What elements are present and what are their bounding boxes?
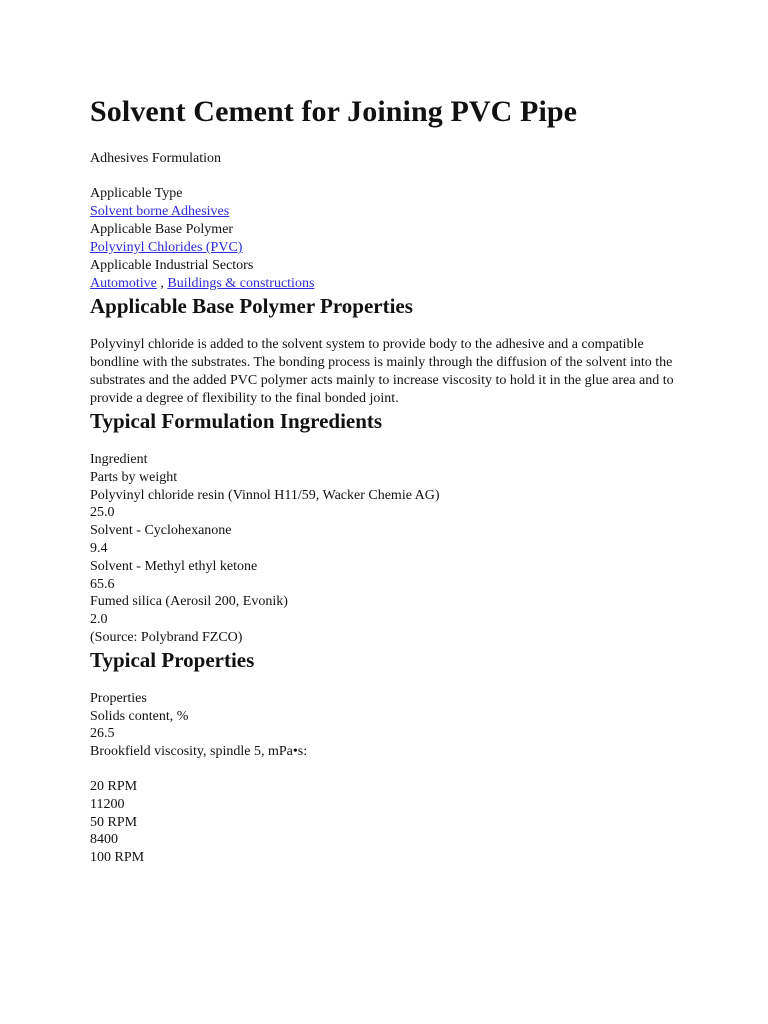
typical-properties-heading: Typical Properties bbox=[90, 647, 255, 672]
formulation-list bbox=[90, 451, 678, 647]
formulation-line: Polyvinyl chloride resin (Vinnol H11/59, Wacker Chemie AG) bbox=[90, 487, 440, 503]
viscosity-line: 20 RPM bbox=[90, 778, 138, 794]
properties-line: Solids content, % bbox=[90, 708, 189, 724]
applicability-block bbox=[90, 185, 678, 293]
buildings-constructions-link[interactable]: Buildings & constructions bbox=[167, 276, 315, 291]
formulation-line: 65.6 bbox=[90, 576, 115, 592]
automotive-link[interactable]: Automotive bbox=[90, 276, 157, 291]
applicable-type-label: Applicable Type bbox=[90, 186, 183, 201]
viscosity-list bbox=[90, 778, 678, 867]
viscosity-line: 11200 bbox=[90, 796, 125, 812]
formulation-line: Solvent - Cyclohexanone bbox=[90, 523, 232, 539]
base-polymer-properties-heading: Applicable Base Polymer Properties bbox=[90, 294, 413, 318]
applicable-type-row bbox=[90, 203, 678, 221]
properties-line: 26.5 bbox=[90, 726, 115, 742]
properties-line: Brookfield viscosity, spindle 5, mPa•s: bbox=[90, 744, 308, 760]
industrial-sectors-row bbox=[90, 275, 678, 293]
formulation-heading: Typical Formulation Ingredients bbox=[90, 409, 383, 433]
properties-line: Properties bbox=[90, 690, 147, 706]
formulation-line: Ingredient bbox=[90, 452, 148, 467]
base-polymer-row bbox=[90, 239, 678, 257]
viscosity-line: 8400 bbox=[90, 832, 118, 848]
formulation-source: (Source: Polybrand FZCO) bbox=[90, 629, 243, 645]
page-title: Solvent Cement for Joining PVC Pipe bbox=[90, 95, 578, 128]
solvent-borne-adhesives-link[interactable]: Solvent borne Adhesives bbox=[90, 204, 230, 219]
properties-list bbox=[90, 690, 678, 761]
viscosity-line: 100 RPM bbox=[90, 850, 145, 866]
formulation-line: Parts by weight bbox=[90, 469, 178, 485]
base-polymer-label: Applicable Base Polymer bbox=[90, 222, 234, 237]
base-polymer-properties-text: Polyvinyl chloride is added to the solvent system to provide body to the adhesive and a compatible bondline with the substrates. The bonding process is mainly through the diffusion of the solvent into the substrates and the added PVC polymer acts mainly to increase viscosity to hold it in the glue area and to provide a degree of flexibility to the final bonded joint. bbox=[90, 337, 674, 406]
formulation-line: 9.4 bbox=[90, 540, 108, 556]
formulation-line: Fumed silica (Aerosil 200, Evonik) bbox=[90, 594, 288, 610]
formulation-line: Solvent - Methyl ethyl ketone bbox=[90, 558, 258, 574]
industrial-sectors-label: Applicable Industrial Sectors bbox=[90, 258, 254, 273]
pvc-link[interactable]: Polyvinyl Chlorides (PVC) bbox=[90, 240, 243, 255]
document-subtitle: Adhesives Formulation bbox=[90, 151, 222, 166]
formulation-line: 25.0 bbox=[90, 505, 115, 521]
sector-separator: , bbox=[156, 276, 168, 291]
formulation-line: 2.0 bbox=[90, 612, 108, 628]
viscosity-line: 50 RPM bbox=[90, 814, 138, 830]
